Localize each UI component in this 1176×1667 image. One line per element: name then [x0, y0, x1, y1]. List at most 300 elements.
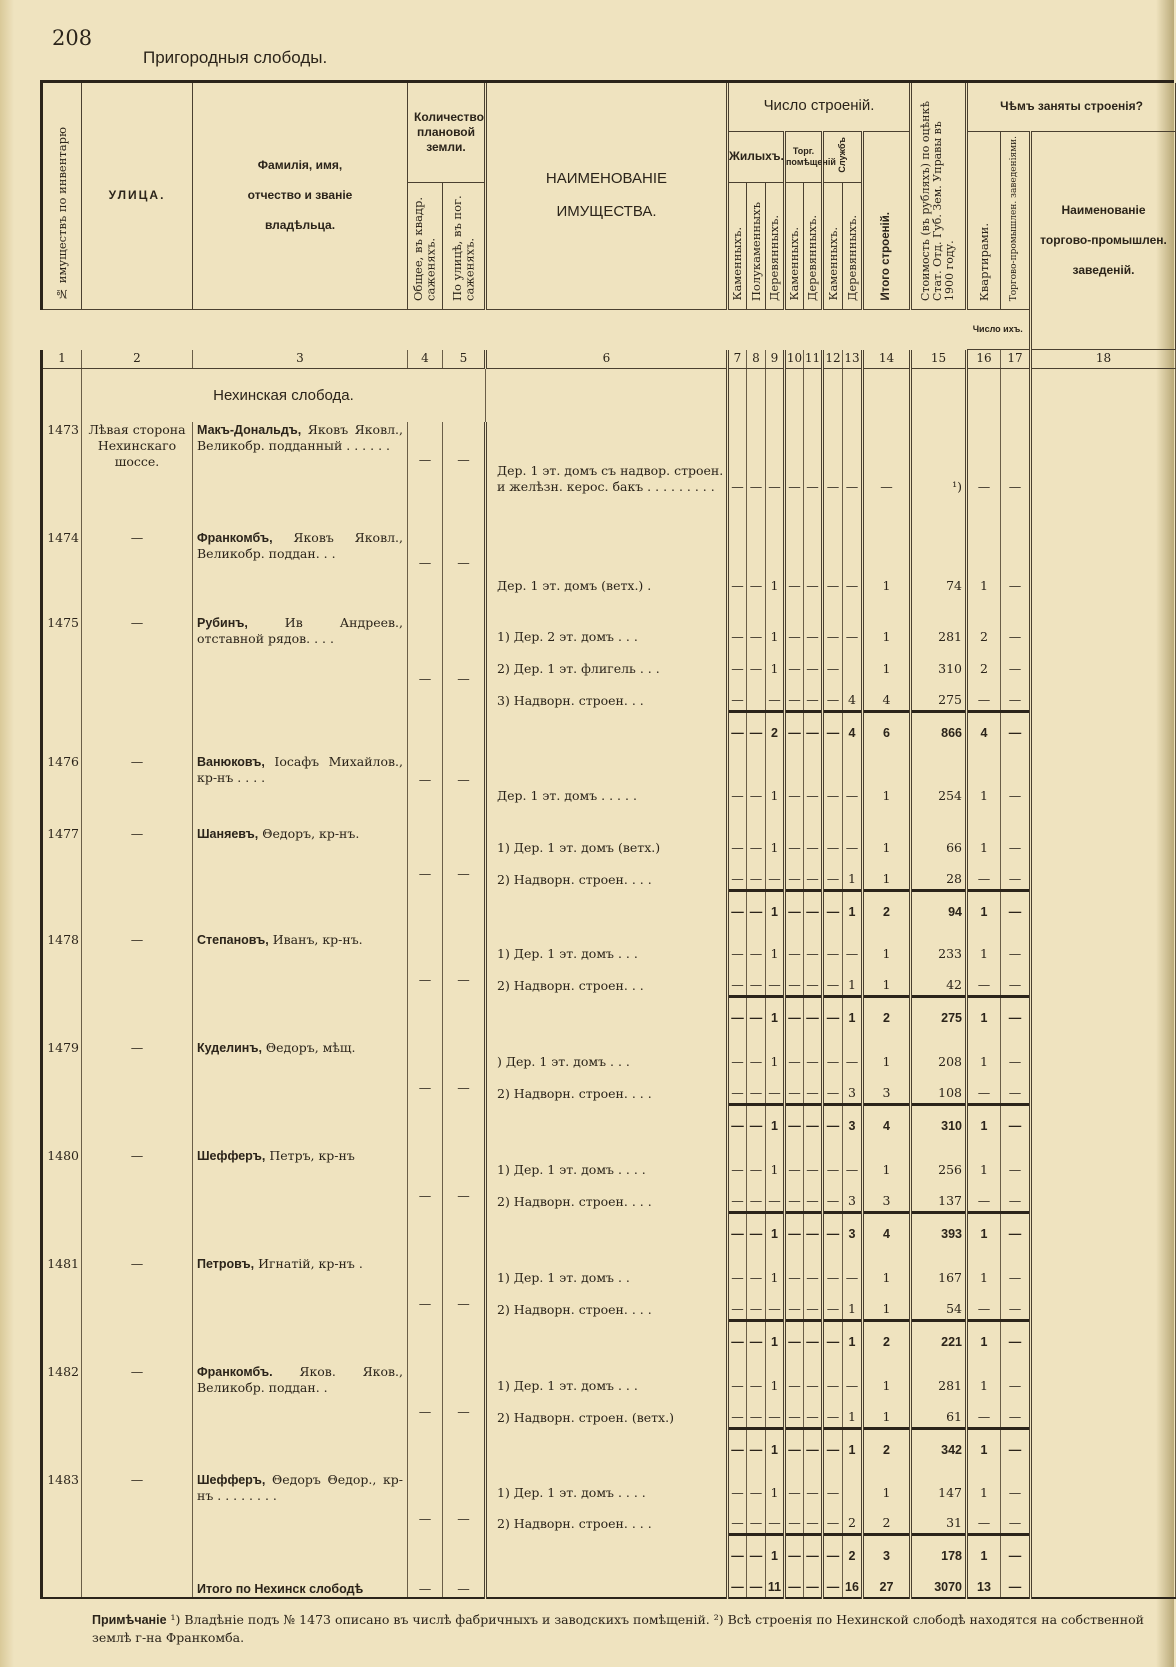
- cell: [486, 1566, 728, 1598]
- value-col-9: —: [766, 679, 785, 711]
- value-col-15: ¹): [911, 422, 967, 497]
- cell: [785, 596, 804, 615]
- table-row: [42, 1256, 1176, 1288]
- cell: [42, 596, 82, 615]
- column-number: 9: [766, 350, 785, 369]
- cell: [843, 1136, 863, 1148]
- cell: [747, 1136, 766, 1148]
- cell: [82, 1566, 193, 1598]
- cell: [747, 1028, 766, 1040]
- column-number: 11: [804, 350, 823, 369]
- cell: [1031, 1244, 1176, 1256]
- cell: [42, 1028, 82, 1040]
- value-col-9: 1: [766, 932, 785, 964]
- value-col-10: —: [785, 996, 804, 1028]
- value-col-10: —: [785, 1288, 804, 1320]
- value-col-9: 1: [766, 1148, 785, 1180]
- column-number: 10: [785, 350, 804, 369]
- value-col-13: 3: [843, 1212, 863, 1244]
- cell: [486, 1212, 728, 1244]
- value-col-13: [843, 647, 863, 679]
- cell: [1031, 1148, 1176, 1180]
- value-col-16: —: [967, 1503, 1001, 1534]
- value-col-7: —: [728, 996, 747, 1028]
- cell: [443, 922, 486, 932]
- property-description: 1) Дер. 1 эт. домъ . . .: [486, 932, 728, 964]
- value-col-10: —: [785, 1534, 804, 1566]
- spacer-row: [42, 922, 1176, 932]
- owner: [193, 1148, 408, 1244]
- value-col-17: —: [1001, 1256, 1031, 1288]
- value-col-14: 1: [863, 1396, 911, 1428]
- cell: [1031, 1288, 1176, 1320]
- cell: [443, 1352, 486, 1364]
- cell: [728, 1352, 747, 1364]
- value-col-15: 3070: [911, 1566, 967, 1598]
- cell: [843, 806, 863, 826]
- value-col-16: 1: [967, 996, 1001, 1028]
- cell: [193, 1244, 408, 1256]
- header-dwelling-stone: Каменныхъ.: [728, 183, 747, 310]
- cell: [863, 1244, 911, 1256]
- cell: [193, 497, 408, 530]
- value-col-7: —: [728, 1040, 747, 1072]
- value-col-15: 94: [911, 890, 967, 922]
- value-col-9: —: [766, 1503, 785, 1534]
- cell: [1031, 996, 1176, 1028]
- property-description: 2) Надворн. строен. . . .: [486, 858, 728, 890]
- column-number: 15: [911, 350, 967, 369]
- cell: [1031, 368, 1176, 422]
- value-col-16: —: [967, 1288, 1001, 1320]
- value-col-8: —: [747, 1396, 766, 1428]
- value-col-7: —: [728, 1288, 747, 1320]
- cell: [42, 368, 82, 422]
- street: Лѣвая сторона Нехинскаго шоссе.: [82, 422, 193, 497]
- value-col-7: —: [728, 615, 747, 647]
- cell: [1031, 932, 1176, 964]
- cell: [766, 743, 785, 754]
- column-number: 17: [1001, 350, 1031, 369]
- value-col-13: 1: [843, 1320, 863, 1352]
- cell: [42, 1136, 82, 1148]
- cell: [804, 368, 823, 422]
- value-col-7: —: [728, 964, 747, 996]
- cell: [1031, 754, 1176, 806]
- cell: [443, 497, 486, 530]
- cell: [911, 368, 967, 422]
- value-col-7: —: [728, 1180, 747, 1212]
- value-col-13: —: [843, 1040, 863, 1072]
- value-col-9: —: [766, 1072, 785, 1104]
- value-col-17: —: [1001, 1040, 1031, 1072]
- table-row: [42, 1364, 1176, 1396]
- cell: [747, 922, 766, 932]
- value-col-15: 137: [911, 1180, 967, 1212]
- header-inventory-number: № имуществъ по инвентарю: [42, 83, 82, 309]
- inventory-number: 1475: [42, 615, 82, 743]
- cell: [863, 497, 911, 530]
- column-number: 4: [408, 350, 443, 369]
- value-col-8: —: [747, 1148, 766, 1180]
- value-col-8: —: [747, 890, 766, 922]
- cell: [843, 743, 863, 754]
- inventory-number: 1474: [42, 530, 82, 596]
- value-col-10: —: [785, 754, 804, 806]
- cell: [766, 806, 785, 826]
- land-total: —: [408, 754, 443, 806]
- cell: [785, 1244, 804, 1256]
- cell: [443, 1244, 486, 1256]
- cell: [823, 922, 843, 932]
- table-row: [42, 932, 1176, 964]
- cell: [1031, 615, 1176, 647]
- spacer-row: [42, 1028, 1176, 1040]
- cell: [747, 368, 766, 422]
- cell: [766, 1244, 785, 1256]
- property-description: 2) Дер. 1 эт. флигель . . .: [486, 647, 728, 679]
- value-col-9: 1: [766, 1428, 785, 1460]
- value-col-10: —: [785, 1364, 804, 1396]
- cell: [747, 806, 766, 826]
- value-col-14: 4: [863, 679, 911, 711]
- value-col-8: —: [747, 996, 766, 1028]
- property-description: 1) Дер. 1 эт. домъ . . .: [486, 1364, 728, 1396]
- cell: [785, 1460, 804, 1472]
- value-col-10: —: [785, 1148, 804, 1180]
- value-col-16: 1: [967, 1534, 1001, 1566]
- value-col-7: —: [728, 1072, 747, 1104]
- cell: [911, 1244, 967, 1256]
- owner: [193, 1040, 408, 1136]
- property-description: 1) Дер. 1 эт. домъ (ветх.): [486, 826, 728, 858]
- value-col-7: —: [728, 530, 747, 596]
- cell: [408, 806, 443, 826]
- cell: [863, 743, 911, 754]
- cell: [408, 1460, 443, 1472]
- value-col-15: 54: [911, 1288, 967, 1320]
- value-col-14: 4: [863, 1104, 911, 1136]
- cell: [843, 596, 863, 615]
- value-col-13: 4: [843, 711, 863, 743]
- value-col-9: 1: [766, 1320, 785, 1352]
- value-col-15: 221: [911, 1320, 967, 1352]
- header-apartments: Квартирами.: [967, 131, 1001, 309]
- value-col-17: —: [1001, 1503, 1031, 1534]
- cell: [785, 806, 804, 826]
- value-col-12: —: [823, 1212, 843, 1244]
- land-total: —: [408, 1364, 443, 1460]
- value-col-14: 3: [863, 1180, 911, 1212]
- cell: [766, 1352, 785, 1364]
- page-content: [40, 83, 1174, 1647]
- land-street: —: [443, 754, 486, 806]
- cell: [863, 922, 911, 932]
- value-col-13: —: [843, 754, 863, 806]
- header-count: Число ихъ.: [967, 309, 1031, 349]
- value-col-12: —: [823, 711, 843, 743]
- cell: [804, 922, 823, 932]
- value-col-13: 1: [843, 996, 863, 1028]
- value-col-7: —: [728, 890, 747, 922]
- cell: [1031, 806, 1176, 826]
- cell: [1001, 922, 1031, 932]
- property-description: Дер. 1 эт. домъ съ надвор. строен. и желѣзн. керос. бакъ . . . . . . . . .: [486, 422, 728, 497]
- value-col-9: —: [766, 1396, 785, 1428]
- value-col-12: —: [823, 754, 843, 806]
- value-col-13: —: [843, 1364, 863, 1396]
- inventory-number: 1481: [42, 1256, 82, 1352]
- value-col-14: 2: [863, 1503, 911, 1534]
- value-col-12: —: [823, 1396, 843, 1428]
- value-col-11: —: [804, 964, 823, 996]
- cell: [967, 922, 1001, 932]
- spacer-row: [42, 596, 1176, 615]
- cell: [911, 1352, 967, 1364]
- cell: [42, 1566, 82, 1598]
- cell: [1031, 1212, 1176, 1244]
- value-col-17: —: [1001, 679, 1031, 711]
- value-col-11: —: [804, 1040, 823, 1072]
- value-col-12: —: [823, 1364, 843, 1396]
- value-col-17: —: [1001, 1072, 1031, 1104]
- value-col-14: 27: [863, 1566, 911, 1598]
- value-col-13: —: [843, 422, 863, 497]
- value-col-9: —: [766, 858, 785, 890]
- street: —: [82, 1364, 193, 1460]
- owner-surname: Куделинъ,: [197, 1041, 262, 1056]
- owner-surname: Франкомбъ.: [197, 1365, 273, 1380]
- value-col-8: —: [747, 858, 766, 890]
- cell: [843, 1460, 863, 1472]
- cell: [911, 743, 967, 754]
- cell: [766, 922, 785, 932]
- value-col-15: 167: [911, 1256, 967, 1288]
- footnote: [92, 1611, 1152, 1647]
- header-land: Количество плановой земли.: [408, 83, 486, 183]
- cell: [728, 743, 747, 754]
- value-col-14: 1: [863, 615, 911, 647]
- value-col-12: —: [823, 1428, 843, 1460]
- value-col-13: 3: [843, 1072, 863, 1104]
- section-title: Нехинская слобода.: [82, 368, 486, 422]
- cell: [967, 1460, 1001, 1472]
- value-col-16: 1: [967, 1428, 1001, 1460]
- value-col-7: —: [728, 647, 747, 679]
- cell: [823, 497, 843, 530]
- column-number: 3: [193, 350, 408, 369]
- value-col-14: 1: [863, 1288, 911, 1320]
- table-row: [42, 530, 1176, 596]
- cell: [747, 1352, 766, 1364]
- value-col-13: 1: [843, 1396, 863, 1428]
- cell: [1031, 1072, 1176, 1104]
- cell: [443, 1460, 486, 1472]
- value-col-11: —: [804, 679, 823, 711]
- cell: [42, 922, 82, 932]
- cell: [843, 1028, 863, 1040]
- header-spacer: [728, 309, 967, 349]
- inventory-number: 1478: [42, 932, 82, 1028]
- value-col-8: —: [747, 1212, 766, 1244]
- land-street: —: [443, 422, 486, 497]
- header-total-buildings: Итого строеній.: [863, 131, 911, 309]
- cell: [863, 806, 911, 826]
- value-col-13: —: [843, 932, 863, 964]
- column-number: 13: [843, 350, 863, 369]
- value-col-17: —: [1001, 932, 1031, 964]
- value-col-16: —: [967, 858, 1001, 890]
- cell: [823, 1136, 843, 1148]
- cell: [863, 1028, 911, 1040]
- value-col-14: 2: [863, 1320, 911, 1352]
- value-col-12: —: [823, 826, 843, 858]
- value-col-15: 254: [911, 754, 967, 806]
- value-col-12: —: [823, 1256, 843, 1288]
- property-description: Дер. 1 эт. домъ (ветх.) .: [486, 530, 728, 596]
- cell: [728, 806, 747, 826]
- land-street: —: [443, 615, 486, 743]
- header-occupied: Чѣмъ заняты строенія?: [967, 83, 1176, 131]
- property-description: 2) Надворн. строен. . . .: [486, 1180, 728, 1212]
- cell: [967, 1028, 1001, 1040]
- value-col-17: —: [1001, 1148, 1031, 1180]
- cell: [747, 1460, 766, 1472]
- cell: [863, 1352, 911, 1364]
- street: —: [82, 1472, 193, 1566]
- value-col-8: —: [747, 1428, 766, 1460]
- property-description: 2) Надворн. строен. . . .: [486, 1503, 728, 1534]
- header-land-street: По улицѣ, въ пог. саженяхъ.: [443, 183, 486, 310]
- value-col-17: —: [1001, 647, 1031, 679]
- cell: [823, 743, 843, 754]
- header-trade-wooden: Деревянныхъ.: [804, 183, 823, 310]
- owner-details: Игнатій, кр-нъ .: [254, 1256, 363, 1272]
- value-col-8: —: [747, 826, 766, 858]
- value-col-11: —: [804, 1503, 823, 1534]
- value-col-9: 1: [766, 1472, 785, 1503]
- value-col-11: —: [804, 711, 823, 743]
- spacer-row: [42, 1460, 1176, 1472]
- street: —: [82, 932, 193, 1028]
- header-service-stone: Каменныхъ.: [823, 183, 843, 310]
- cell: [804, 743, 823, 754]
- cell: [843, 497, 863, 530]
- page-spine: [0, 0, 14, 1667]
- value-col-14: 2: [863, 996, 911, 1028]
- value-col-11: —: [804, 996, 823, 1028]
- cell: [486, 1104, 728, 1136]
- cell: [728, 497, 747, 530]
- header-property: НАИМЕНОВАНІЕ ИМУЩЕСТВА.: [486, 83, 728, 309]
- value-col-11: —: [804, 1212, 823, 1244]
- table-row: [42, 1148, 1176, 1180]
- value-col-12: —: [823, 964, 843, 996]
- cell: [42, 497, 82, 530]
- value-col-13: [843, 1472, 863, 1503]
- owner: [193, 1256, 408, 1352]
- cell: [728, 1136, 747, 1148]
- value-col-15: 310: [911, 1104, 967, 1136]
- cell: [1031, 1460, 1176, 1472]
- value-col-13: 4: [843, 679, 863, 711]
- value-col-13: 1: [843, 964, 863, 996]
- value-col-7: —: [728, 858, 747, 890]
- table-row: [42, 615, 1176, 647]
- value-col-10: —: [785, 1320, 804, 1352]
- column-numbers-row: [42, 350, 1176, 369]
- cell: [486, 596, 728, 615]
- property-description: 2) Надворн. строен. . . .: [486, 1072, 728, 1104]
- value-col-13: 3: [843, 1104, 863, 1136]
- value-col-11: —: [804, 932, 823, 964]
- header-establishment-names: Наименованіе торгово-промышлен. заведеній.: [1031, 131, 1176, 349]
- cell: [1031, 1472, 1176, 1503]
- value-col-9: 2: [766, 711, 785, 743]
- header-trade-establishments: Торгово-промышлен. заведеніями.: [1001, 131, 1031, 309]
- column-number: 2: [82, 350, 193, 369]
- page-number: 208: [52, 26, 93, 50]
- value-col-10: —: [785, 964, 804, 996]
- cell: [967, 368, 1001, 422]
- cell: [804, 1352, 823, 1364]
- cell: [486, 1244, 728, 1256]
- owner-surname: Макъ-Дональдъ,: [197, 423, 302, 438]
- value-col-12: —: [823, 647, 843, 679]
- value-col-11: —: [804, 1428, 823, 1460]
- cell: [193, 922, 408, 932]
- value-col-15: 208: [911, 1040, 967, 1072]
- cell: [486, 1460, 728, 1472]
- value-col-11: —: [804, 890, 823, 922]
- value-col-9: 1: [766, 615, 785, 647]
- land-total: —: [408, 1148, 443, 1244]
- total-label: Итого по Нехинск слободѣ: [193, 1566, 408, 1598]
- value-col-16: 1: [967, 1472, 1001, 1503]
- value-col-8: —: [747, 1288, 766, 1320]
- value-col-8: —: [747, 422, 766, 497]
- value-col-13: 1: [843, 858, 863, 890]
- value-col-11: —: [804, 754, 823, 806]
- value-col-9: —: [766, 422, 785, 497]
- spacer-row: [42, 743, 1176, 754]
- cell: [486, 922, 728, 932]
- cell: [785, 922, 804, 932]
- value-col-9: 1: [766, 1534, 785, 1566]
- column-number: 12: [823, 350, 843, 369]
- land-street: —: [443, 1364, 486, 1460]
- value-col-7: —: [728, 679, 747, 711]
- cell: [967, 1136, 1001, 1148]
- cell: [785, 743, 804, 754]
- cell: [766, 1460, 785, 1472]
- street: —: [82, 530, 193, 596]
- value-col-11: —: [804, 1104, 823, 1136]
- value-col-16: 1: [967, 932, 1001, 964]
- land-total: —: [408, 1256, 443, 1352]
- cell: [747, 1244, 766, 1256]
- inventory-number: 1483: [42, 1472, 82, 1566]
- column-number: 7: [728, 350, 747, 369]
- value-col-16: 13: [967, 1566, 1001, 1598]
- cell: [747, 497, 766, 530]
- cell: [1031, 1352, 1176, 1364]
- value-col-7: —: [728, 1212, 747, 1244]
- header-owner: Фамилія, имя, отчество и званіе владѣльца.: [193, 83, 408, 309]
- cell: [1031, 743, 1176, 754]
- land-street: —: [443, 1040, 486, 1136]
- cell: [82, 1460, 193, 1472]
